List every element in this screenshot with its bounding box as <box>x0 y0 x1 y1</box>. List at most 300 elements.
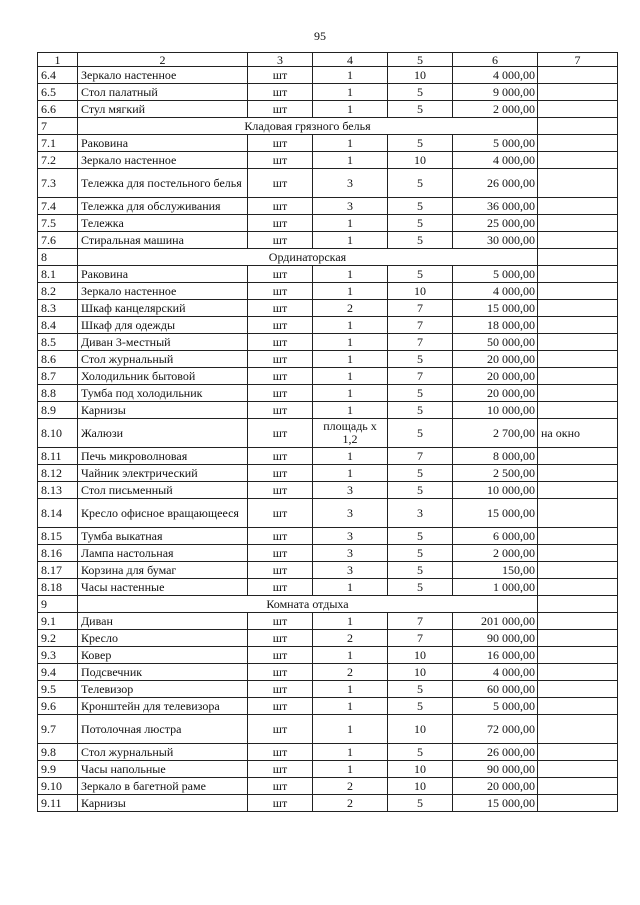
item-quantity: 1 <box>313 698 388 715</box>
item-service-years: 5 <box>388 744 453 761</box>
item-name: Лампа настольная <box>78 545 248 562</box>
item-number: 8.14 <box>38 499 78 528</box>
item-unit: шт <box>248 482 313 499</box>
item-price: 2 700,00 <box>453 419 538 448</box>
item-name: Зеркало настенное <box>78 67 248 84</box>
item-note <box>538 499 618 528</box>
item-name: Диван 3-местный <box>78 334 248 351</box>
item-name: Диван <box>78 613 248 630</box>
item-service-years: 10 <box>388 778 453 795</box>
table-row <box>38 499 618 528</box>
item-note <box>538 169 618 198</box>
item-unit: шт <box>248 630 313 647</box>
item-price: 2 000,00 <box>453 545 538 562</box>
item-service-years: 5 <box>388 351 453 368</box>
table-row <box>38 351 618 368</box>
item-number: 8.2 <box>38 283 78 300</box>
item-number: 8.7 <box>38 368 78 385</box>
item-service-years: 7 <box>388 300 453 317</box>
item-unit: шт <box>248 283 313 300</box>
item-service-years: 5 <box>388 169 453 198</box>
item-unit: шт <box>248 198 313 215</box>
item-number: 9.5 <box>38 681 78 698</box>
page-number: 95 <box>314 29 326 43</box>
item-name: Печь микроволновая <box>78 448 248 465</box>
item-quantity: 1 <box>313 232 388 249</box>
item-unit: шт <box>248 101 313 118</box>
item-number: 6.4 <box>38 67 78 84</box>
item-note <box>538 761 618 778</box>
item-service-years: 5 <box>388 232 453 249</box>
item-name: Зеркало настенное <box>78 152 248 169</box>
table-row <box>38 465 618 482</box>
item-number: 7.2 <box>38 152 78 169</box>
item-quantity: 3 <box>313 528 388 545</box>
item-name: Часы настенные <box>78 579 248 596</box>
item-service-years: 5 <box>388 215 453 232</box>
item-name: Чайник электрический <box>78 465 248 482</box>
table-row <box>38 681 618 698</box>
table-row <box>38 761 618 778</box>
item-unit: шт <box>248 562 313 579</box>
item-number: 8.8 <box>38 385 78 402</box>
item-name: Стол журнальный <box>78 744 248 761</box>
item-price: 60 000,00 <box>453 681 538 698</box>
table-row <box>38 67 618 84</box>
item-price: 72 000,00 <box>453 715 538 744</box>
header-cell: 2 <box>78 53 248 67</box>
item-number: 8.3 <box>38 300 78 317</box>
item-number: 7.5 <box>38 215 78 232</box>
item-note <box>538 562 618 579</box>
item-note <box>538 152 618 169</box>
item-name: Телевизор <box>78 681 248 698</box>
item-quantity: 2 <box>313 795 388 812</box>
item-note <box>538 334 618 351</box>
table-row <box>38 630 618 647</box>
item-price: 25 000,00 <box>453 215 538 232</box>
item-quantity: 1 <box>313 334 388 351</box>
table-row <box>38 152 618 169</box>
equipment-table <box>37 52 618 812</box>
item-service-years: 5 <box>388 385 453 402</box>
empty-cell <box>538 249 618 266</box>
item-quantity: 1 <box>313 266 388 283</box>
item-quantity: 2 <box>313 300 388 317</box>
item-number: 7.6 <box>38 232 78 249</box>
item-unit: шт <box>248 215 313 232</box>
item-number: 9.6 <box>38 698 78 715</box>
item-name: Карнизы <box>78 795 248 812</box>
item-number: 8.16 <box>38 545 78 562</box>
item-note <box>538 482 618 499</box>
item-service-years: 3 <box>388 499 453 528</box>
item-number: 8.9 <box>38 402 78 419</box>
item-price: 5 000,00 <box>453 266 538 283</box>
item-service-years: 7 <box>388 448 453 465</box>
item-note <box>538 698 618 715</box>
item-name: Зеркало настенное <box>78 283 248 300</box>
item-service-years: 5 <box>388 562 453 579</box>
item-name: Часы напольные <box>78 761 248 778</box>
header-cell: 4 <box>313 53 388 67</box>
item-name: Стол журнальный <box>78 351 248 368</box>
item-quantity: 1 <box>313 613 388 630</box>
header-cell: 6 <box>453 53 538 67</box>
item-name: Тележка для постельного белья <box>78 169 248 198</box>
item-number: 8.5 <box>38 334 78 351</box>
item-service-years: 5 <box>388 579 453 596</box>
item-service-years: 5 <box>388 698 453 715</box>
section-title: Кладовая грязного белья <box>78 118 538 135</box>
item-name: Раковина <box>78 135 248 152</box>
item-number: 9.8 <box>38 744 78 761</box>
item-unit: шт <box>248 419 313 448</box>
table-row <box>38 778 618 795</box>
item-unit: шт <box>248 744 313 761</box>
table-row <box>38 368 618 385</box>
item-quantity: 3 <box>313 499 388 528</box>
item-quantity: 1 <box>313 351 388 368</box>
item-price: 5 000,00 <box>453 135 538 152</box>
item-price: 90 000,00 <box>453 630 538 647</box>
item-unit: шт <box>248 152 313 169</box>
item-name: Стиральная машина <box>78 232 248 249</box>
item-name: Кресло офисное вращающееся <box>78 499 248 528</box>
item-unit: шт <box>248 266 313 283</box>
item-name: Тележка для обслуживания <box>78 198 248 215</box>
item-number: 8.13 <box>38 482 78 499</box>
item-quantity: 3 <box>313 545 388 562</box>
item-number: 8.4 <box>38 317 78 334</box>
item-name: Стол письменный <box>78 482 248 499</box>
item-number: 8.17 <box>38 562 78 579</box>
item-note <box>538 198 618 215</box>
item-number: 6.6 <box>38 101 78 118</box>
section-number: 8 <box>38 249 78 266</box>
item-quantity: 1 <box>313 368 388 385</box>
table-row <box>38 101 618 118</box>
table-row <box>38 715 618 744</box>
item-quantity: 1 <box>313 283 388 300</box>
table-row <box>38 169 618 198</box>
item-price: 15 000,00 <box>453 795 538 812</box>
item-price: 20 000,00 <box>453 385 538 402</box>
item-number: 9.3 <box>38 647 78 664</box>
item-price: 20 000,00 <box>453 778 538 795</box>
item-price: 90 000,00 <box>453 761 538 778</box>
item-unit: шт <box>248 664 313 681</box>
item-service-years: 5 <box>388 402 453 419</box>
item-name: Зеркало в багетной раме <box>78 778 248 795</box>
item-service-years: 5 <box>388 465 453 482</box>
item-name: Кресло <box>78 630 248 647</box>
table-body <box>38 53 618 812</box>
item-name: Жалюзи <box>78 419 248 448</box>
item-note <box>538 402 618 419</box>
section-number: 9 <box>38 596 78 613</box>
item-quantity: 1 <box>313 744 388 761</box>
item-note <box>538 744 618 761</box>
table-row <box>38 198 618 215</box>
table-row <box>38 795 618 812</box>
table-row <box>38 579 618 596</box>
item-price: 36 000,00 <box>453 198 538 215</box>
item-unit: шт <box>248 84 313 101</box>
item-note <box>538 448 618 465</box>
table-row <box>38 562 618 579</box>
item-quantity: 2 <box>313 778 388 795</box>
item-name: Холодильник бытовой <box>78 368 248 385</box>
table-row <box>38 266 618 283</box>
item-note <box>538 385 618 402</box>
item-price: 4 000,00 <box>453 664 538 681</box>
item-service-years: 5 <box>388 84 453 101</box>
item-unit: шт <box>248 368 313 385</box>
item-unit: шт <box>248 761 313 778</box>
item-service-years: 5 <box>388 795 453 812</box>
item-price: 8 000,00 <box>453 448 538 465</box>
table-row <box>38 317 618 334</box>
item-service-years: 7 <box>388 368 453 385</box>
item-service-years: 10 <box>388 647 453 664</box>
item-quantity: 1 <box>313 579 388 596</box>
item-price: 26 000,00 <box>453 169 538 198</box>
item-number: 8.15 <box>38 528 78 545</box>
item-unit: шт <box>248 795 313 812</box>
table-row <box>38 744 618 761</box>
item-number: 7.4 <box>38 198 78 215</box>
item-unit: шт <box>248 499 313 528</box>
item-note <box>538 681 618 698</box>
item-unit: шт <box>248 778 313 795</box>
item-number: 8.18 <box>38 579 78 596</box>
item-service-years: 10 <box>388 664 453 681</box>
item-price: 4 000,00 <box>453 67 538 84</box>
item-note <box>538 528 618 545</box>
empty-cell <box>538 118 618 135</box>
item-name: Стул мягкий <box>78 101 248 118</box>
item-quantity: 3 <box>313 562 388 579</box>
item-note <box>538 215 618 232</box>
item-service-years: 5 <box>388 266 453 283</box>
item-note <box>538 266 618 283</box>
item-unit: шт <box>248 135 313 152</box>
item-service-years: 5 <box>388 101 453 118</box>
item-unit: шт <box>248 300 313 317</box>
item-number: 8.12 <box>38 465 78 482</box>
item-note <box>538 579 618 596</box>
item-service-years: 7 <box>388 317 453 334</box>
item-unit: шт <box>248 545 313 562</box>
item-note <box>538 630 618 647</box>
item-note <box>538 647 618 664</box>
item-quantity: 1 <box>313 215 388 232</box>
table-row <box>38 528 618 545</box>
item-number: 9.4 <box>38 664 78 681</box>
item-price: 1 000,00 <box>453 579 538 596</box>
header-cell: 7 <box>538 53 618 67</box>
item-price: 26 000,00 <box>453 744 538 761</box>
item-unit: шт <box>248 528 313 545</box>
item-price: 4 000,00 <box>453 283 538 300</box>
item-service-years: 10 <box>388 283 453 300</box>
item-quantity: 1 <box>313 465 388 482</box>
section-row <box>38 249 618 266</box>
item-name: Ковер <box>78 647 248 664</box>
item-number: 9.11 <box>38 795 78 812</box>
item-note <box>538 778 618 795</box>
table-row <box>38 419 618 448</box>
table-row <box>38 84 618 101</box>
item-name: Потолочная люстра <box>78 715 248 744</box>
item-number: 8.10 <box>38 419 78 448</box>
item-quantity: 3 <box>313 198 388 215</box>
section-title: Комната отдыха <box>78 596 538 613</box>
item-service-years: 5 <box>388 545 453 562</box>
item-number: 6.5 <box>38 84 78 101</box>
item-note <box>538 613 618 630</box>
item-unit: шт <box>248 698 313 715</box>
item-service-years: 7 <box>388 613 453 630</box>
item-price: 2 000,00 <box>453 101 538 118</box>
item-note: на окно <box>538 419 618 448</box>
item-quantity: 1 <box>313 715 388 744</box>
item-note <box>538 283 618 300</box>
table-row <box>38 482 618 499</box>
item-number: 9.10 <box>38 778 78 795</box>
item-unit: шт <box>248 232 313 249</box>
item-unit: шт <box>248 385 313 402</box>
item-unit: шт <box>248 613 313 630</box>
item-price: 10 000,00 <box>453 402 538 419</box>
item-quantity: 1 <box>313 101 388 118</box>
item-number: 8.1 <box>38 266 78 283</box>
item-note <box>538 715 618 744</box>
table-row <box>38 385 618 402</box>
item-quantity: 1 <box>313 647 388 664</box>
item-number: 9.2 <box>38 630 78 647</box>
item-service-years: 10 <box>388 761 453 778</box>
item-service-years: 5 <box>388 528 453 545</box>
section-row <box>38 118 618 135</box>
item-note <box>538 67 618 84</box>
item-name: Тумба выкатная <box>78 528 248 545</box>
item-price: 9 000,00 <box>453 84 538 101</box>
item-quantity: площадь х 1,2 <box>313 419 388 448</box>
item-quantity: 1 <box>313 84 388 101</box>
table-row <box>38 647 618 664</box>
item-quantity: 1 <box>313 317 388 334</box>
section-title: Ординаторская <box>78 249 538 266</box>
item-price: 20 000,00 <box>453 351 538 368</box>
item-price: 15 000,00 <box>453 499 538 528</box>
item-unit: шт <box>248 647 313 664</box>
item-note <box>538 317 618 334</box>
item-note <box>538 664 618 681</box>
item-price: 15 000,00 <box>453 300 538 317</box>
item-price: 20 000,00 <box>453 368 538 385</box>
item-service-years: 7 <box>388 334 453 351</box>
item-price: 50 000,00 <box>453 334 538 351</box>
item-service-years: 5 <box>388 681 453 698</box>
item-name: Стол палатный <box>78 84 248 101</box>
section-number: 7 <box>38 118 78 135</box>
item-note <box>538 84 618 101</box>
item-service-years: 5 <box>388 198 453 215</box>
item-unit: шт <box>248 448 313 465</box>
item-quantity: 1 <box>313 135 388 152</box>
item-unit: шт <box>248 465 313 482</box>
header-cell: 3 <box>248 53 313 67</box>
item-price: 150,00 <box>453 562 538 579</box>
item-quantity: 2 <box>313 664 388 681</box>
item-name: Тележка <box>78 215 248 232</box>
item-name: Тумба под холодильник <box>78 385 248 402</box>
table-row <box>38 664 618 681</box>
item-price: 2 500,00 <box>453 465 538 482</box>
item-note <box>538 351 618 368</box>
item-service-years: 5 <box>388 482 453 499</box>
item-number: 8.11 <box>38 448 78 465</box>
item-unit: шт <box>248 67 313 84</box>
item-quantity: 1 <box>313 402 388 419</box>
item-note <box>538 135 618 152</box>
item-price: 16 000,00 <box>453 647 538 664</box>
item-note <box>538 465 618 482</box>
item-unit: шт <box>248 317 313 334</box>
item-note <box>538 101 618 118</box>
item-unit: шт <box>248 579 313 596</box>
table-row <box>38 283 618 300</box>
item-unit: шт <box>248 681 313 698</box>
item-price: 10 000,00 <box>453 482 538 499</box>
table-row <box>38 232 618 249</box>
item-quantity: 1 <box>313 761 388 778</box>
item-service-years: 10 <box>388 152 453 169</box>
header-cell: 5 <box>388 53 453 67</box>
item-unit: шт <box>248 334 313 351</box>
item-quantity: 2 <box>313 630 388 647</box>
table-row <box>38 300 618 317</box>
item-quantity: 1 <box>313 681 388 698</box>
item-quantity: 3 <box>313 482 388 499</box>
table-row <box>38 448 618 465</box>
item-name: Шкаф для одежды <box>78 317 248 334</box>
item-note <box>538 545 618 562</box>
item-name: Подсвечник <box>78 664 248 681</box>
item-note <box>538 300 618 317</box>
section-row <box>38 596 618 613</box>
item-service-years: 10 <box>388 715 453 744</box>
item-number: 9.7 <box>38 715 78 744</box>
item-note <box>538 795 618 812</box>
item-number: 9.9 <box>38 761 78 778</box>
table-row <box>38 135 618 152</box>
item-service-years: 10 <box>388 67 453 84</box>
item-name: Карнизы <box>78 402 248 419</box>
item-name: Кронштейн для телевизора <box>78 698 248 715</box>
item-service-years: 5 <box>388 419 453 448</box>
item-unit: шт <box>248 715 313 744</box>
item-service-years: 5 <box>388 135 453 152</box>
item-price: 6 000,00 <box>453 528 538 545</box>
item-note <box>538 368 618 385</box>
item-service-years: 7 <box>388 630 453 647</box>
item-price: 201 000,00 <box>453 613 538 630</box>
item-number: 8.6 <box>38 351 78 368</box>
item-unit: шт <box>248 402 313 419</box>
